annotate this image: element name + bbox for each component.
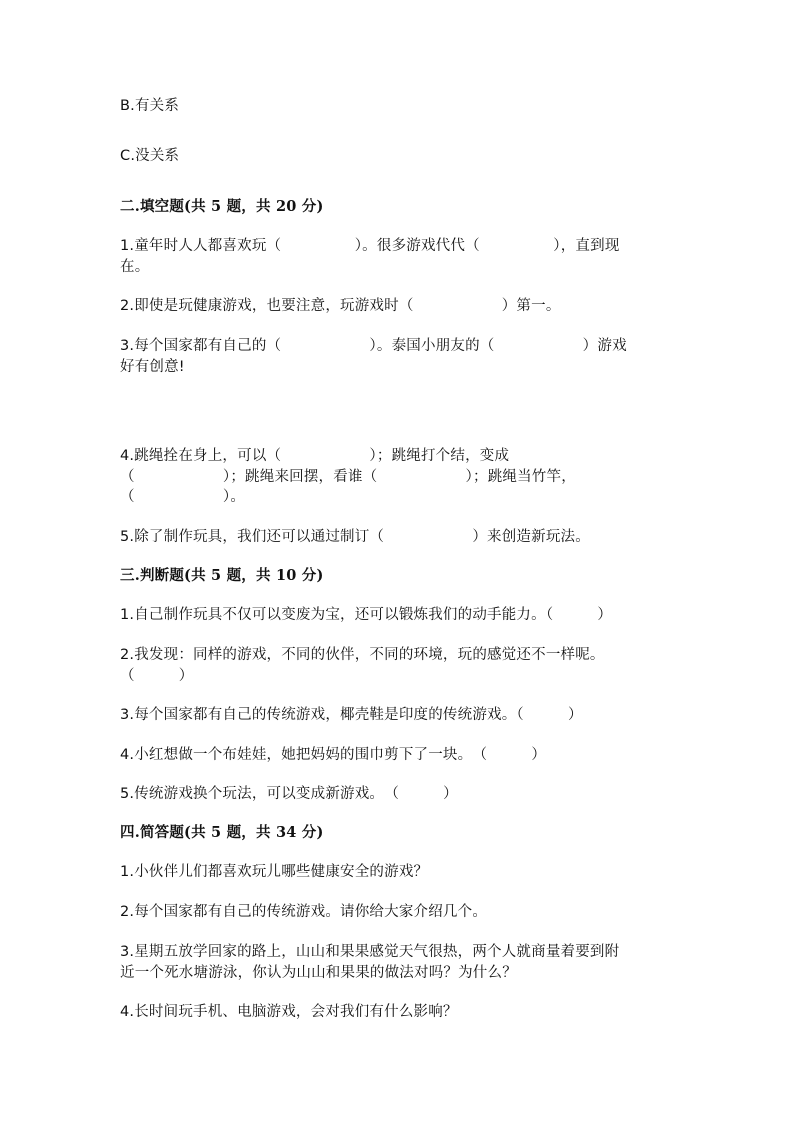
short-answer-question-4: 4.长时间玩手机、电脑游戏，会对我们有什么影响？	[120, 1004, 458, 1020]
judge-question-2-line-1: 2.我发现：同样的游戏，不同的伙伴，不同的环境，玩的感觉还不一样呢。	[120, 647, 605, 663]
short-answer-question-1: 1.小伙伴儿们都喜欢玩儿哪些健康安全的游戏？	[120, 864, 429, 880]
fill-question-3-line-2: 好有创意!	[120, 359, 185, 375]
fill-question-4-line-1: 4.跳绳拴在身上，可以（ ）；跳绳打个结，变成	[120, 448, 510, 464]
judge-question-4: 4.小红想做一个布娃娃，她把妈妈的围巾剪下了一块。 （ ）	[120, 747, 547, 763]
fill-question-2: 2.即使是玩健康游戏，也要注意，玩游戏时（ ）第一。	[120, 298, 561, 314]
fill-question-3-line-1: 3.每个国家都有自己的（ ）。泰国小朋友的（ ）游戏	[120, 338, 627, 354]
section-3-title: 三.判断题(共 5 题，共 10 分)	[120, 567, 324, 584]
short-answer-question-3-line-1: 3.星期五放学回家的路上，山山和果果感觉天气很热，两个人就商量着要到附	[120, 944, 620, 960]
fill-question-1-line-2: 在。	[120, 259, 150, 275]
fill-question-4-line-3: （ ）。	[120, 489, 246, 505]
fill-question-1-line-1: 1.童年时人人都喜欢玩（ ）。很多游戏代代（ ），直到现	[120, 238, 620, 254]
fill-question-5: 5.除了制作玩具，我们还可以通过制订（ ）来创造新玩法。	[120, 529, 590, 545]
short-answer-question-2: 2.每个国家都有自己的传统游戏。请你给大家介绍几个。	[120, 904, 488, 920]
option-b: B.有关系	[120, 98, 180, 114]
section-4-title: 四.简答题(共 5 题，共 34 分)	[120, 824, 324, 841]
option-c: C.没关系	[120, 148, 180, 164]
judge-question-2-line-2: （ ）	[120, 668, 194, 684]
judge-question-1: 1.自己制作玩具不仅可以变废为宝，还可以锻炼我们的动手能力。（ ）	[120, 607, 613, 623]
short-answer-question-3-line-2: 近一个死水塘游泳，你认为山山和果果的做法对吗？为什么？	[120, 965, 517, 981]
judge-question-5: 5.传统游戏换个玩法，可以变成新游戏。 （ ）	[120, 786, 458, 802]
fill-question-4-line-2: （ ）；跳绳来回摆，看谁（ ）；跳绳当竹竿，	[120, 469, 576, 485]
section-2-title: 二.填空题(共 5 题，共 20 分)	[120, 198, 324, 215]
judge-question-3: 3.每个国家都有自己的传统游戏，椰壳鞋是印度的传统游戏。（ ）	[120, 707, 583, 723]
